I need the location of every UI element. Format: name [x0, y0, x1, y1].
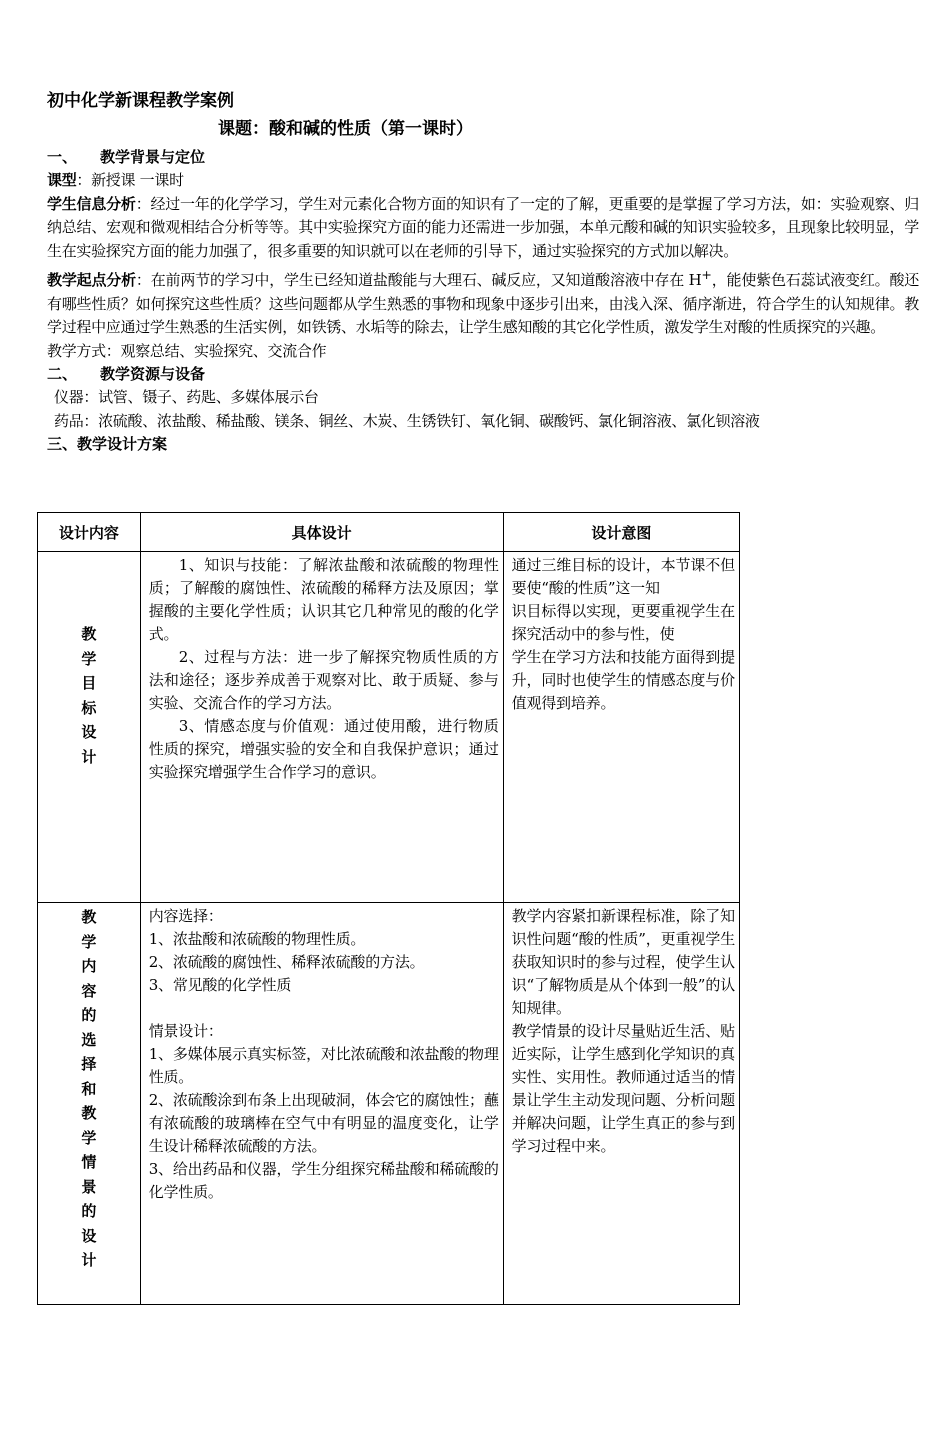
- label-char: 标: [81, 698, 97, 717]
- section-number: 二、: [47, 365, 78, 383]
- label-char: 计: [81, 747, 97, 766]
- course-type-value: 新授课 一课时: [91, 171, 184, 189]
- intent-text: [504, 903, 739, 1158]
- label-char: 择: [81, 1055, 97, 1073]
- header-design-intent: 设计意图: [503, 513, 739, 552]
- content-choice-item: 2、浓硫酸的腐蚀性、稀释浓硫酸的方法。: [148, 953, 425, 971]
- intent-line: 识目标得以实现，更要重视学生在探究活动中的参与性，使: [511, 602, 735, 643]
- content-choice-item: 3、常见酸的化学性质: [148, 976, 292, 994]
- intent-paragraph: 教学内容紧扣新课程标准，除了知识性问题“酸的性质”，更重视学生获取知识时的参与过程，使学生认识“了解物质是从个体到一般”的认知规律。: [511, 907, 735, 1017]
- start-analysis-label: 教学起点分析: [47, 271, 136, 289]
- label-char: 容: [81, 981, 97, 1000]
- student-analysis-label: 学生信息分析: [47, 194, 136, 213]
- objective-attitude: 3、情感态度与价值观：通过使用酸，进行物质性质的探究，增强实验的安全和自我保护意识；通过实验探究增强学生合作学习的意识。: [148, 717, 499, 781]
- start-analysis-text-b: ，能使紫色石蕊试液变红。酸还有哪些性质？如何探究这些性质？这些问题都从学生熟悉的事物和现象中逐步引出来，由浅入深、循序渐进，符合学生的认知规律。教学过程中应通过学生熟悉的生活实例，如铁锈、水垢等的除去，让学生感知酸的其它化学性质，激发学生对酸的性质探究的兴趣。: [47, 271, 919, 336]
- label-char: 学: [81, 649, 97, 668]
- content-choice-item: 1、浓盐酸和浓硫酸的物理性质。: [148, 930, 366, 948]
- label-separator: ：: [135, 194, 151, 213]
- label-char: 目: [81, 674, 97, 692]
- teaching-method-line: 教学方式：观察总结、实验探究、交流合作: [47, 341, 327, 360]
- start-analysis-paragraph: [47, 263, 919, 340]
- label-char: 选: [81, 1030, 97, 1049]
- label-char: 教: [81, 625, 97, 643]
- scenario-item: 3、给出药品和仪器，学生分组探究稀盐酸和稀硫酸的化学性质。: [148, 1160, 499, 1201]
- objective-knowledge: 1、知识与技能：了解浓盐酸和浓硫酸的物理性质；了解酸的腐蚀性、浓硫酸的稀释方法及原因；掌握酸的主要化学性质；认识其它几种常见的酸的化学式。: [148, 556, 499, 643]
- vertical-label: [38, 552, 140, 769]
- student-analysis-paragraph: [47, 193, 919, 264]
- intent-cell: [503, 552, 739, 903]
- label-char: 景: [81, 1177, 97, 1196]
- hydrogen-ion-charge: +: [701, 267, 712, 282]
- design-plan-table: [37, 512, 740, 1305]
- table-row-objectives: [38, 552, 740, 903]
- table-row-content-scenario: [38, 903, 740, 1305]
- blank-line: [149, 997, 499, 1020]
- section-number: 一、: [47, 148, 78, 166]
- design-text: [141, 903, 503, 1204]
- label-char: 的: [81, 1006, 97, 1024]
- course-type-line: [47, 169, 919, 193]
- label-separator: ：: [135, 271, 151, 289]
- label-char: 教: [81, 908, 97, 926]
- table-header-row: [38, 513, 740, 552]
- row-label-cell: [38, 552, 141, 903]
- vertical-label: [38, 903, 140, 1273]
- scenario-item: 2、浓硫酸涂到布条上出现破洞，体会它的腐蚀性；蘸有浓硫酸的玻璃棒在空气中有明显的温度变化，让学生设计稀释浓硫酸的方法。: [148, 1091, 499, 1155]
- label-char: 计: [81, 1251, 97, 1269]
- section-title: 教学资源与设备: [100, 365, 206, 383]
- header-specific-design: 具体设计: [140, 513, 503, 552]
- label-char: 内: [81, 957, 97, 975]
- section-title: 教学背景与定位: [100, 148, 206, 166]
- instruments-line: 仪器：试管、镊子、药匙、多媒体展示台: [54, 388, 319, 406]
- design-text: [141, 552, 503, 784]
- content-choice-title: 内容选择：: [148, 907, 223, 925]
- intent-cell: [503, 903, 739, 1305]
- intent-text: [504, 552, 739, 715]
- intent-paragraph: 教学情景的设计尽量贴近生活、贴近实际，让学生感到化学知识的真实性、实用性。教师通过适当的情景让学生主动发现问题、分析问题并解决问题，让学生真正的参与到学习过程中来。: [511, 1022, 735, 1155]
- label-char: 设: [81, 723, 97, 741]
- scenario-item: 1、多媒体展示真实标签，对比浓硫酸和浓盐酸的物理性质。: [148, 1045, 499, 1086]
- label-char: 设: [81, 1226, 97, 1245]
- label-char: 情: [81, 1153, 97, 1171]
- header-design-content: 设计内容: [38, 513, 141, 552]
- scenario-title: 情景设计：: [148, 1022, 223, 1040]
- label-char: 学: [81, 1128, 97, 1147]
- section-heading-1: [47, 146, 919, 169]
- design-cell: [140, 903, 503, 1305]
- label-char: 学: [81, 932, 97, 951]
- label-char: 和: [81, 1079, 97, 1098]
- label-separator: ：: [76, 171, 92, 189]
- lesson-subject: 课题：酸和碱的性质（第一课时）: [218, 119, 473, 139]
- intent-line: 通过三维目标的设计，本节课不但要使“酸的性质”这一知: [511, 556, 735, 597]
- document-page: [47, 88, 919, 456]
- course-type-label: 课型: [47, 171, 77, 189]
- label-char: 教: [81, 1104, 97, 1122]
- intent-line: 学生在学习方法和技能方面得到提升，同时也使学生的情感态度与价值观得到培养。: [511, 648, 735, 712]
- design-cell: [140, 552, 503, 903]
- objective-process: 2、过程与方法：进一步了解探究物质性质的方法和途径；逐步养成善于观察对比、敢于质疑、参与实验、交流合作的学习方法。: [148, 648, 499, 712]
- student-analysis-text: 经过一年的化学学习，学生对元素化合物方面的知识有了一定的了解，更重要的是掌握了学习方法，如：实验观察、归纳总结、宏观和微观相结合分析等等。其中实验探究方面的能力还需进一步加强，本单元酸和碱的知识实验较多，且现象比较明显，学生在实验探究方面的能力加强了，很多重要的知识就可以在老师的引导下，通过实验探究的方式加以解决。: [47, 194, 919, 260]
- start-analysis-text-a: 在前两节的学习中，学生已经知道盐酸能与大理石、碱反应，又知道酸溶液中存在 H: [150, 271, 702, 289]
- reagents-line: 药品：浓硫酸、浓盐酸、稀盐酸、镁条、铜丝、木炭、生锈铁钉、氧化铜、碳酸钙、氯化铜溶液、氯化钡溶液: [54, 411, 760, 430]
- section-heading-2: [47, 363, 919, 386]
- document-heading: 初中化学新课程教学案例: [47, 91, 234, 111]
- section-heading-3: 三、教学设计方案: [47, 435, 168, 453]
- label-char: 的: [81, 1202, 97, 1220]
- row-label-cell: [38, 903, 141, 1305]
